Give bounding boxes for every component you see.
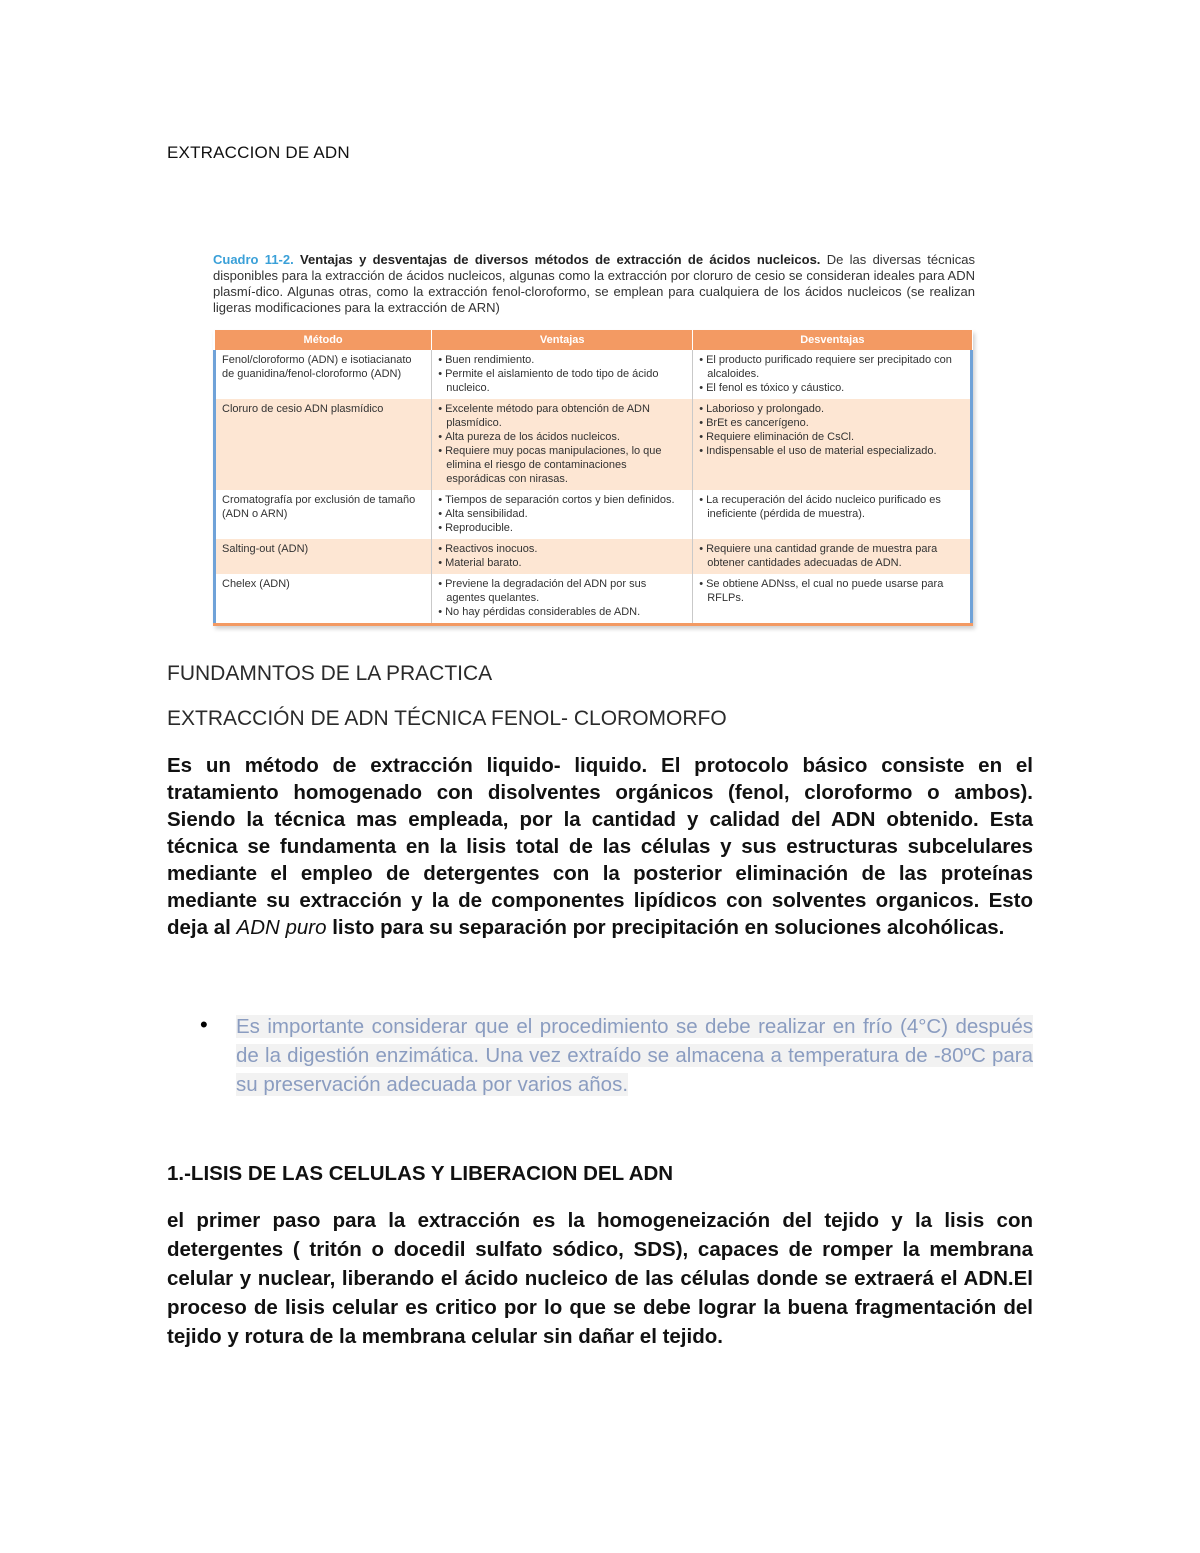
- paragraph-text: listo para su separación por precipitación en soluciones alcohólicas.: [326, 916, 1005, 939]
- cons-cell: [693, 539, 972, 574]
- cons-item: • BrEt es cancerígeno.: [699, 416, 964, 430]
- paragraph-text: Es un método de extracción liquido- liquido. El protocolo básico consiste en el tratamiento homogenado con disolventes orgánicos (fenol, cloroformo o ambos). Siendo la técnica mas empleada, por la cantidad y calidad del ADN obtenido. Esta técnica se fundamenta en la lisis total de las células y sus estructuras subcelulares mediante el empleo de detergentes con la posterior eliminación de las proteínas mediante su extracción y la de componentes lipídicos con solventes organicos. Esto deja al: [167, 754, 1033, 939]
- cons-cell: [693, 399, 972, 490]
- method-description-paragraph: [167, 752, 1033, 941]
- cons-item: • El producto purificado requiere ser precipitado con alcaloides.: [699, 353, 964, 381]
- table-header-row: [215, 330, 972, 350]
- cons-item: • El fenol es tóxico y cáustico.: [699, 381, 964, 395]
- table-row: [215, 350, 972, 399]
- column-header-method: Método: [215, 330, 432, 350]
- fundamentos-heading: FUNDAMNTOS DE LA PRACTICA: [167, 662, 493, 685]
- paragraph-emphasis: ADN puro: [236, 916, 327, 939]
- methods-table: [213, 330, 973, 626]
- column-header-pros: Ventajas: [432, 330, 693, 350]
- extraccion-heading: EXTRACCIÓN DE ADN TÉCNICA FENOL- CLOROMORFO: [167, 707, 727, 730]
- caption-label: Cuadro 11-2.: [213, 252, 294, 267]
- column-header-cons: Desventajas: [693, 330, 972, 350]
- cons-cell: [693, 490, 972, 539]
- pros-item: • Buen rendimiento.: [438, 353, 686, 367]
- cons-item: • Indispensable el uso de material especializado.: [699, 444, 964, 458]
- table-row: [215, 574, 972, 625]
- document-title: EXTRACCION DE ADN: [167, 143, 350, 162]
- step1-heading: 1.-LISIS DE LAS CELULAS Y LIBERACION DEL ADN: [167, 1162, 674, 1185]
- pros-cell: [432, 350, 693, 399]
- method-cell: Salting-out (ADN): [215, 539, 432, 574]
- pros-item: • Tiempos de separación cortos y bien definidos.: [438, 493, 686, 507]
- method-cell: Fenol/cloroformo (ADN) e isotiacianato de guanidina/fenol-cloroformo (ADN): [215, 350, 432, 399]
- cons-item: • La recuperación del ácido nucleico purificado es ineficiente (pérdida de muestra).: [699, 493, 964, 521]
- pros-item: • Reactivos inocuos.: [438, 542, 686, 556]
- cons-cell: [693, 350, 972, 399]
- method-cell: Cloruro de cesio ADN plasmídico: [215, 399, 432, 490]
- method-cell: Chelex (ADN): [215, 574, 432, 625]
- table-row: [215, 490, 972, 539]
- cons-item: • Requiere una cantidad grande de muestra para obtener cantidades adecuadas de ADN.: [699, 542, 964, 570]
- table-row: [215, 399, 972, 490]
- pros-item: • Alta pureza de los ácidos nucleicos.: [438, 430, 686, 444]
- bullet-icon: •: [200, 1012, 208, 1037]
- cons-item: • Se obtiene ADNss, el cual no puede usarse para RFLPs.: [699, 577, 964, 605]
- table-row: [215, 539, 972, 574]
- pros-item: • Previene la degradación del ADN por sus agentes quelantes.: [438, 577, 686, 605]
- pros-item: • Alta sensibilidad.: [438, 507, 686, 521]
- method-cell: Cromatografía por exclusión de tamaño (ADN o ARN): [215, 490, 432, 539]
- pros-item: • Material barato.: [438, 556, 686, 570]
- caption-text: De las diversas técnicas disponibles para la extracción de ácidos nucleicos, algunas como la extracción por cloruro de cesio se consideran ideales para ADN plasmí-dico. Algunas otras, como la extracción fenol-cloroformo, se emplean para cualquiera de los ácidos nucleicos (se realizan ligeras modificaciones para la extracción de ARN): [213, 252, 975, 315]
- pros-item: • Requiere muy pocas manipulaciones, lo que elimina el riesgo de contaminaciones esporádicas con nirasas.: [438, 444, 686, 486]
- step1-paragraph: el primer paso para la extracción es la homogeneización del tejido y la lisis con detergentes ( tritón o docedil sulfato sódico, SDS), capaces de romper la membrana celular y nuclear, liberando el ácido nucleico de las células donde se extraerá el ADN.El proceso de lisis celular es critico por lo que se debe lograr la buena fragmentación del tejido y rotura de la membrana celular sin dañar el tejido.: [167, 1209, 1033, 1348]
- cons-item: • Requiere eliminación de CsCl.: [699, 430, 964, 444]
- pros-cell: [432, 539, 693, 574]
- cons-item: • Laborioso y prolongado.: [699, 402, 964, 416]
- note-highlight: Es importante considerar que el procedimiento se debe realizar en frío (4°C) después de la digestión enzimática. Una vez extraído se almacena a temperatura de -80ºC para su preservación adecuada por varios años.: [236, 1015, 1033, 1096]
- table-caption: [213, 252, 975, 316]
- pros-item: • Excelente método para obtención de ADN plasmídico.: [438, 402, 686, 430]
- cons-cell: [693, 574, 972, 625]
- methods-table-figure: [213, 252, 975, 626]
- pros-item: • No hay pérdidas considerables de ADN.: [438, 605, 686, 619]
- pros-item: • Reproducible.: [438, 521, 686, 535]
- pros-cell: [432, 490, 693, 539]
- pros-item: • Permite el aislamiento de todo tipo de ácido nucleico.: [438, 367, 686, 395]
- caption-title: Ventajas y desventajas de diversos métodos de extracción de ácidos nucleicos.: [300, 252, 821, 267]
- pros-cell: [432, 399, 693, 490]
- note-text: [236, 1012, 1033, 1099]
- pros-cell: [432, 574, 693, 625]
